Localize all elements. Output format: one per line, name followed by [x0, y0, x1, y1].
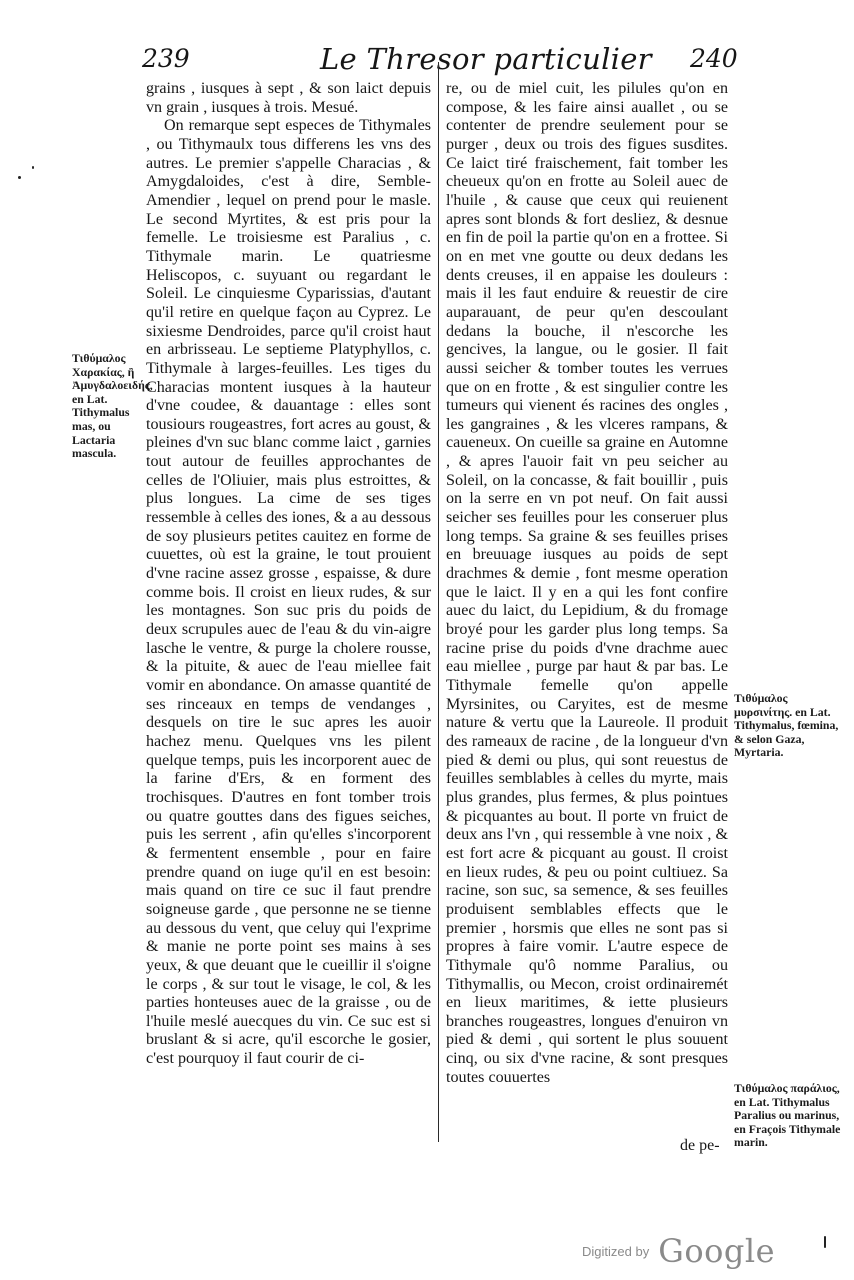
catchword: de pe-	[680, 1137, 720, 1154]
column-divider	[438, 62, 439, 1142]
margin-note-myrsinites: Τιθύμαλος μυρσινίτης. en Lat. Tithymalus, fœmina, & selon Gaza, Myrtaria.	[734, 691, 839, 760]
running-title: Le Thresor particulier	[320, 42, 652, 76]
margin-note-paralius: Τιθύμαλος παράλιος, en Lat. Tithymalus Paralius ou marinus, en Fraçois Tithymale marin.	[734, 1081, 841, 1150]
page-header	[120, 38, 760, 78]
paragraph: re, ou de miel cuit, les pilules qu'on en compose, & les faire ainsi auallet , ou se contenter de prendre seulement pour se purger , deux ou trois des figues susdites. Ce laict tiré fraischement, fait tomber les cheueux qu'on en frotte au Soleil auec de l'huile , & cause que ceux qui reuienent apres sont blonds & fort desliez, & desnue en fin de poil la partie qu'on en a frottee. Si on en met vne goutte ou deux dedans les dents creuses, il en appaise les douleurs : mais il les faut enduire & reuestir de cire auparauant, de peur qu'en descoulant dedans la bouche, il n'escorche les gencives, la langue, ou le gosier. Il fait aussi seicher & tomber toutes les verrues que on en frotte , & est singulier contre les tumeurs qui vienent és racines des ongles , les gangraines , & les vlceres rampans, & caueneux. On cueille sa graine en Automne , & apres l'auoir fait vn peu seicher au Soleil, on la concasse, & fait bouillir , puis on la serre en vn pot neuf. On fait aussi seicher ses feuilles pour les conseruer plus long temps. Sa graine & ses feuilles prises en breuuage iusques au poids de sept drachmes & demie , font mesme operation que le laict. Il y en a qui les font confire auec du laict, du Lepidium, & du fromage broyé pour les garder plus long temps. Sa racine prise du poids d'vne drachme auec eau miellee , purge par haut & par bas. Le Tithymale femelle qu'on appelle Myrsinites, ou Caryites, est de mesme nature & vertu que la Laureole. Il produit des rameaux de racine , de la longueur d'vn pied & demi ou plus, qui sont reuestus de feuilles semblables à celles du myrte, mais plus grandes, plus fermes, & plus pointues & picquantes au bout. Il porte vn fruict de deux ans l'vn , qui ressemble à vne noix , & est fort acre & picquant au goust. Il croist en lieux rudes, & peu ou point cultiuez. Sa racine, son suc, sa semence, & ses feuilles produisent semblables effects que le premier , horsmis que elles ne sont pas si propres à faire vomir. L'autre espece de Tithymale qu'ô nomme Paralius, ou Tithymallis, ou Mecon, croist ordinairemét en lieux maritimes, & iette plusieurs branches rougeastres, longues d'enuiron vn pied & demi , qui sortent le plus souuent cinq, ou six d'vne racine, & sont presques toutes couuertes	[446, 80, 728, 1086]
right-page-number: 240	[690, 44, 738, 73]
google-logo: Google	[658, 1232, 776, 1270]
digitized-by-label: Digitized by	[582, 1244, 650, 1259]
paragraph: grains , iusques à sept , & son laict depuis vn grain , iusques à trois. Mesué.	[146, 80, 431, 116]
margin-note-characias: Τιθύμαλος Χαρακίας, ἢ Ἀμυγδαλοειδής, en Lat. Tithymalus mas, ou Lactaria mascula.	[72, 351, 153, 461]
ink-speck	[824, 1236, 826, 1248]
left-page-number: 239	[142, 44, 190, 73]
right-text-column	[446, 80, 728, 1087]
ink-speck	[32, 166, 34, 169]
ink-speck	[18, 176, 21, 179]
left-text-column	[146, 80, 431, 1069]
digitization-watermark	[582, 1232, 775, 1270]
paragraph: On remarque sept especes de Tithymales , ou Tithymaulx tous differens les vns des autres. Le premier s'appelle Characias , & Amygdaloides, c'est à dire, Semble-Amendier , lequel on prend pour le masle. Le second Myrtites, & est pris pour la femelle. Le troisiesme est Paralius , c. Tithymale marin. Le quatriesme Heliscopos, c. suyuant ou regardant le Soleil. Le cinquiesme Cyparissias, d'autant qu'il retire en quelque façon au Cyprez. Le sixiesme Dendroides, parce qu'il croist haut en arbrisseau. Le septieme Platyphyllos, c. Tithymale à larges-feuilles. Les tiges du Characias montent iusques à la hauteur d'vne coudee, & dauantage : elles sont tousiours rougeastres, fort acres au goust, & pleines d'vn suc blanc comme laict , garnies tout autour de feuilles approchantes de celles de l'Oliuier, mais plus estroittes, & plus longues. La cime de ses tiges ressemble à celles des iones, & a au dessous de soy plusieurs petites cauitez en forme de cuuettes, où est la graine, le tout prouient d'vne racine assez grosse , espaisse, & dure comme bois. Il croist en lieux rudes, & sur les montagnes. Son suc pris du poids de deux scrupules auec de l'eau & du vin-aigre lasche le ventre, & purge la cholere rousse, & la pituite, & auec de l'eau miellee fait vomir en abondance. On amasse quantité de ses rinceaux en temps de vendanges , desquels on tire le suc apres les auoir hachez menu. Quelques vns les pilent quelque temps, puis les incorporent auec de la farine d'Ers, & en forment des trochisques. D'autres en font tomber trois ou quatre gouttes dans des figues seiches, puis les serrent , afin qu'elles s'incorporent & fermentent ensemble , pour en faire prendre quand on iuge qu'il en est besoin: mais quand on tire ce suc il faut prendre soigneuse garde , que personne ne se tienne au dessous du vent, que celuy qui l'exprime & manie ne porte point ses mains à ses yeux, & que deuant que le cueillir il s'oigne le corps , & sur tout le visage, le col, & les parties honteuses auec de la graisse , ou de l'huile meslé auecques du vin. Ce suc est si bruslant & si acre, qu'il escorche le gosier, c'est pourquoy il faut courir de ci-	[146, 117, 431, 1068]
